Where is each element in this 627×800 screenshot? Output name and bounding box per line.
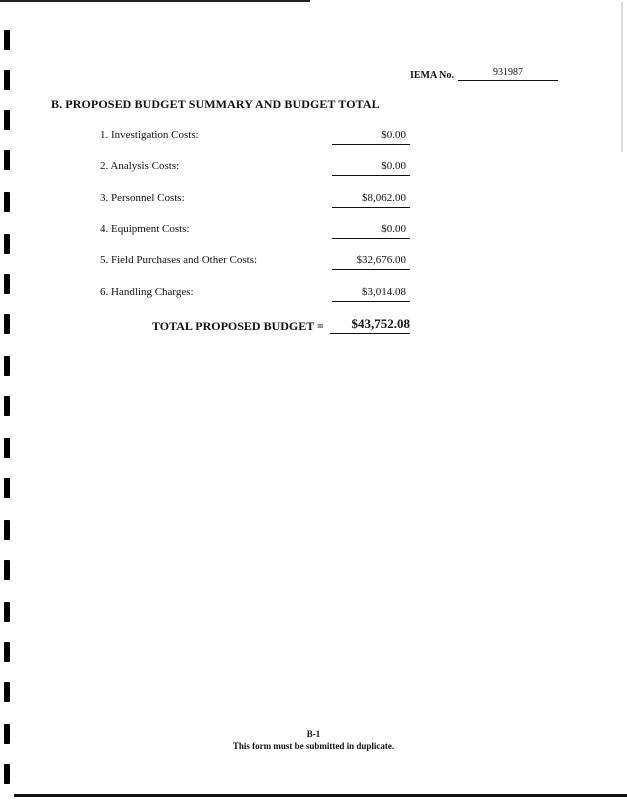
amount-underline bbox=[332, 144, 410, 145]
binding-hole bbox=[4, 764, 10, 784]
amount-underline bbox=[332, 269, 410, 270]
budget-row-amount: $3,014.08 bbox=[362, 286, 406, 298]
budget-row-analysis bbox=[0, 160, 627, 178]
bottom-edge-rule bbox=[14, 794, 627, 797]
iema-number-label: IEMA No. bbox=[410, 70, 454, 81]
budget-row-handling bbox=[0, 286, 627, 304]
binding-hole bbox=[4, 396, 10, 416]
budget-row-amount: $0.00 bbox=[381, 129, 406, 141]
budget-row-label: 1. Investigation Costs: bbox=[100, 129, 199, 141]
budget-row-personnel bbox=[0, 192, 627, 210]
binding-hole bbox=[4, 642, 10, 662]
budget-row-amount: $0.00 bbox=[381, 223, 406, 235]
amount-underline bbox=[332, 207, 410, 208]
budget-row-label: 2. Analysis Costs: bbox=[100, 160, 180, 172]
budget-row-amount: $8,062.00 bbox=[362, 192, 406, 204]
iema-number-underline bbox=[458, 80, 558, 81]
page-number: B-1 bbox=[306, 729, 321, 739]
amount-underline bbox=[332, 175, 410, 176]
binding-hole bbox=[4, 314, 10, 334]
budget-row-label: 6. Handling Charges: bbox=[100, 286, 194, 298]
total-budget-label: TOTAL PROPOSED BUDGET = bbox=[152, 319, 324, 333]
binding-hole bbox=[4, 70, 10, 90]
binding-hole bbox=[4, 478, 10, 498]
amount-underline bbox=[332, 301, 410, 302]
budget-row-label: 3. Personnel Costs: bbox=[100, 192, 185, 204]
section-heading: B. PROPOSED BUDGET SUMMARY AND BUDGET TOTAL bbox=[51, 97, 380, 111]
binding-hole bbox=[4, 110, 10, 130]
binding-hole bbox=[4, 560, 10, 580]
budget-row-investigation bbox=[0, 129, 627, 147]
budget-row-label: 5. Field Purchases and Other Costs: bbox=[100, 254, 258, 266]
budget-row-equipment bbox=[0, 223, 627, 241]
budget-row-amount: $0.00 bbox=[381, 160, 406, 172]
budget-row-amount: $32,676.00 bbox=[356, 254, 406, 266]
binding-hole bbox=[4, 438, 10, 458]
budget-row-field-purchases bbox=[0, 254, 627, 272]
budget-row-label: 4. Equipment Costs: bbox=[100, 223, 190, 235]
amount-underline bbox=[332, 238, 410, 239]
footer-note: This form must be submitted in duplicate. bbox=[232, 741, 395, 751]
binding-hole bbox=[4, 602, 10, 622]
binding-hole bbox=[4, 356, 10, 376]
binding-hole bbox=[4, 682, 10, 702]
binding-hole bbox=[4, 520, 10, 540]
iema-number-value: 931987 bbox=[493, 67, 523, 78]
total-amount-underline bbox=[330, 333, 410, 334]
binding-hole bbox=[4, 30, 10, 50]
top-edge-rule bbox=[0, 0, 310, 2]
total-budget-amount: $43,752.08 bbox=[351, 316, 410, 331]
